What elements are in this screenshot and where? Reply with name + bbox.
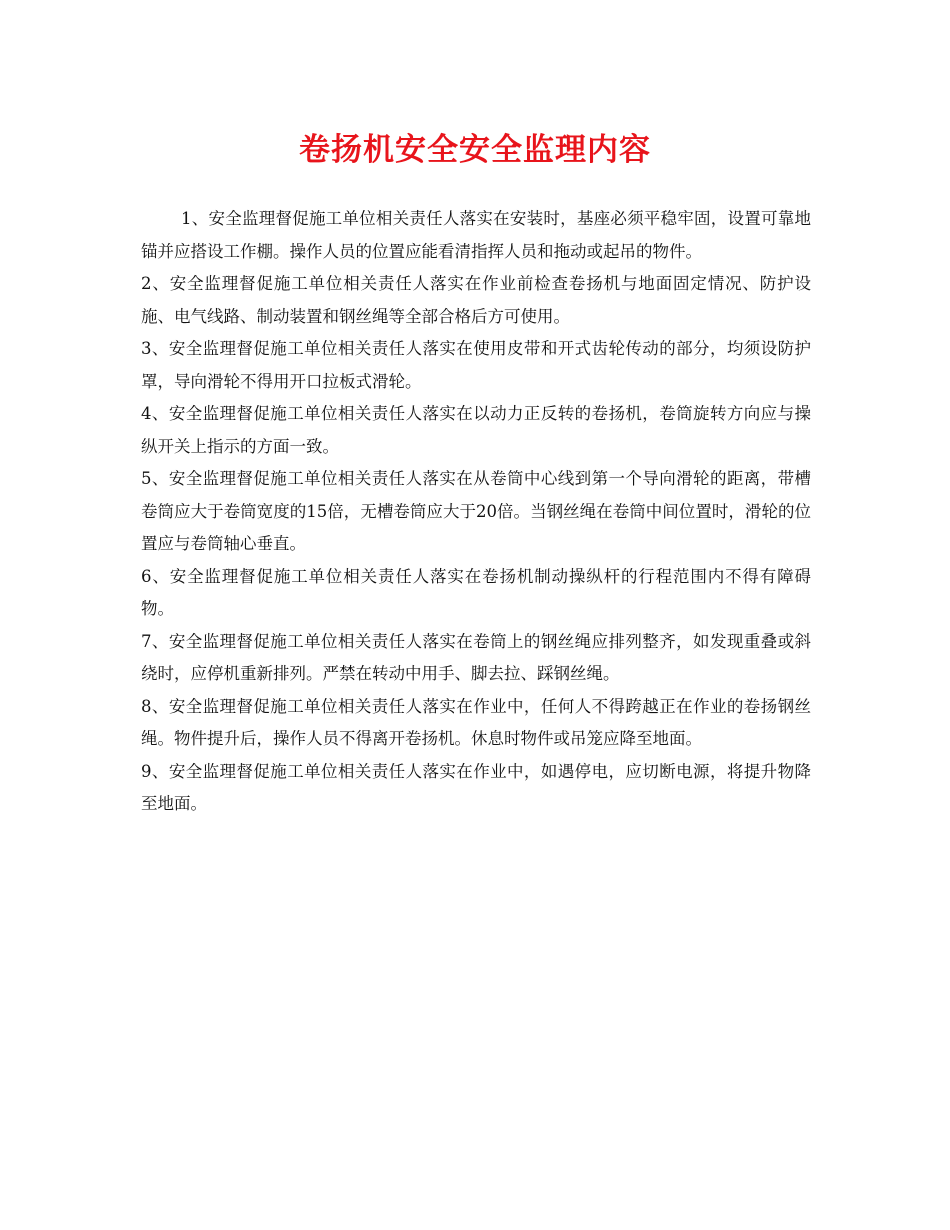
paragraph-2: 2、安全监理督促施工单位相关责任人落实在作业前检查卷扬机与地面固定情况、防护设施、电气线路、制动装置和钢丝绳等全部合格后方可使用。 <box>141 274 811 326</box>
paragraph-1: 1、安全监理督促施工单位相关责任人落实在安装时，基座必须平稳牢固，设置可靠地锚并应搭设工作棚。操作人员的位置应能看清指挥人员和拖动或起吊的物件。 <box>141 209 811 261</box>
paragraph-9: 9、安全监理督促施工单位相关责任人落实在作业中，如遇停电，应切断电源，将提升物降至地面。 <box>141 761 811 813</box>
paragraph-8: 8、安全监理督促施工单位相关责任人落实在作业中，任何人不得跨越正在作业的卷扬钢丝绳。物件提升后，操作人员不得离开卷扬机。休息时物件或吊笼应降至地面。 <box>141 696 811 748</box>
paragraph-5: 5、安全监理督促施工单位相关责任人落实在从卷筒中心线到第一个导向滑轮的距离，带槽卷筒应大于卷筒宽度的15倍，无槽卷筒应大于20倍。当钢丝绳在卷筒中间位置时，滑轮的位置应与卷筒轴心垂直。 <box>141 469 811 553</box>
paragraph-4: 4、安全监理督促施工单位相关责任人落实在以动力正反转的卷扬机，卷筒旋转方向应与操纵开关上指示的方面一致。 <box>141 404 811 456</box>
paragraph-3: 3、安全监理督促施工单位相关责任人落实在使用皮带和开式齿轮传动的部分，均须设防护罩，导向滑轮不得用开口拉板式滑轮。 <box>141 339 811 391</box>
paragraph-7: 7、安全监理督促施工单位相关责任人落实在卷筒上的钢丝绳应排列整齐，如发现重叠或斜绕时，应停机重新排列。严禁在转动中用手、脚去拉、踩钢丝绳。 <box>141 631 811 683</box>
paragraph-6: 6、安全监理督促施工单位相关责任人落实在卷扬机制动操纵杆的行程范围内不得有障碍物。 <box>141 566 811 618</box>
document-body <box>141 203 811 821</box>
document-title: 卷扬机安全安全监理内容 <box>299 132 651 168</box>
